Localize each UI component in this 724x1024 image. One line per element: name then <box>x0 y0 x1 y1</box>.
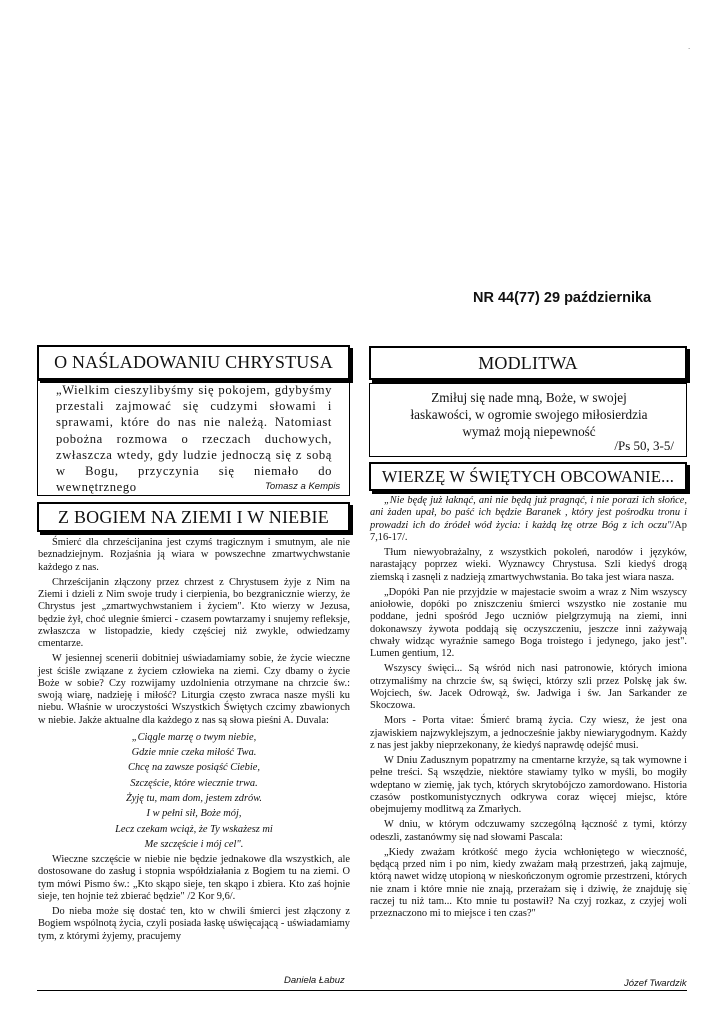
corner-mark: . <box>688 42 691 51</box>
corner-mark: . <box>688 877 691 886</box>
right-paragraph: Mors - Porta vitae: Śmierć bramą życia. Czy wiesz, że jest ona zjawiskiem najzwyklejszym, a jednocześnie jakby niewiarygodnym. Każdy z nas jest jakby nieprzekonany, że kiedyś naprawdę odejść musi. <box>370 715 687 751</box>
prayer-title: MODLITWA <box>478 352 578 373</box>
poem-line: I w pełni sił, Boże mój, <box>146 808 242 820</box>
poem-line: Chcę na zawsze posiąść Ciebie, <box>128 762 260 774</box>
right-paragraph: „Kiedy zważam krótkość mego życia wchłoniętego w wieczność, będącą przed nim i po nim, kiedy zważam małą przestrzeń, jaką zajmuje, którą nawet widzę utopioną w nieskończonym ogromie przestrzeni, których nie znam i które mnie nie znają, przerażam się i dziwię, że znajduję się raczej tu niż tam... Kto mnie tu postawił? Na czyj rozkaz, z czyjej woli przeznaczono mi to miejsce i ten czas?" <box>370 846 687 919</box>
prayer-box <box>369 383 687 457</box>
left-article-author: Daniela Łabuz <box>284 975 345 986</box>
kempis-title-box <box>37 345 350 380</box>
poem-line: Szczęście, które wiecznie trwa. <box>130 777 258 789</box>
lead-quote-paragraph <box>370 495 687 544</box>
left-paragraph: W jesiennej scenerii dobitniej uświadamiamy sobie, że życie wieczne jest ściśle związane z życiem człowieka na ziemi. Czy dbamy o życie Boże w sobie? Czy rozwijamy uzdolnienia otrzymane na chrzcie św.: swoją wiarę, nadzieję i miłość? Liturgia często zwraca nasze myśli ku niebu. Właśnie w uroczystości Wszystkich Świętych czcimy zbawionych w niebie. Jakże aktualne dla każdego z nas są słowa pieśni A. Duvala: <box>38 653 350 726</box>
kempis-quote: „Wielkim cieszylibyśmy się pokojem, gdybyśmy przestali zajmować się cudzymi słowami i sprawami, które do nas nie należą. Natomiast pobożna rozmowa o rzeczach duchowych, zwłaszcza wtedy, gdy ludzie jednoczą się z sobą w Bogu, przyczynia się niemało do wewnętrznego <box>56 383 332 495</box>
right-article-title: WIERZĘ W ŚWIĘTYCH OBCOWANIE... <box>381 466 675 486</box>
prayer-text: Zmiłuj się nade mną, Boże, w swojej łaskawości, w ogromie swojego miłosierdzia wymaż moją niepewność <box>410 390 648 439</box>
right-article-body <box>370 495 687 923</box>
left-paragraph: Wieczne szczęście w niebie nie będzie jednakowe dla wszystkich, ale dostosowane do zasług i stopnia współdziałania z Bogiem tu na ziemi. O tym mówi Pismo św.: „Kto skąpo sieje, ten skąpo i zbiera. Kto zaś hojnie sieje, ten hojnie też zbierać będzie" /2 Kor 9,6/. <box>38 854 350 902</box>
right-paragraph: W dniu, w którym odczuwamy szczególną łączność z tymi, którzy odeszli, zastanówmy się nad słowami Pascala: <box>370 819 687 843</box>
left-article-body <box>38 537 350 946</box>
right-paragraph: „Dopóki Pan nie przyjdzie w majestacie swoim a wraz z Nim wszyscy aniołowie, dopóki po zniszczeniu śmierci wszystko nie zostanie mu poddane, jedni spośród Jego uczniów pielgrzymują na ziemi, inni dokonawszy żywota poddają się oczyszczeniu, jeszcze inni zażywają chwały widząc wyraźnie samego Boga troistego i jedynego, jako jest". Lumen gentium, 12. <box>370 586 687 659</box>
poem-line: Lecz czekam wciąż, że Ty wskażesz mi <box>115 823 273 835</box>
lead-quote-reference: /Ap 7,16-17/. <box>370 519 687 543</box>
poem-line: Gdzie mnie czeka miłość Twa. <box>131 747 257 759</box>
poem-line: Żyję tu, mam dom, jestem zdrów. <box>125 792 263 804</box>
right-paragraph: W Dniu Zadusznym popatrzmy na cmentarne krzyże, są tak wymowne i pełne treści. Są wszędzie, niektóre stawiamy tylko w myśli, bo mogiły wdeptano w ziemię, jak tych, których skrytobójczo zamordowano. Historia czasów postkomunistycznych odkrywa coraz więcej miejsc, które obejmujemy modlitwą za Zmarłych. <box>370 755 687 815</box>
left-article-title-box <box>37 502 350 532</box>
bottom-rule <box>37 990 687 991</box>
poem-line: „Ciągle marzę o twym niebie, <box>131 731 257 743</box>
lead-quote: „Nie będę już łaknąć, ani nie będą już pragnąć, i nie porazi ich słońce, ani żaden upał, bo paść ich będzie Baranek , który jest pośrodku tronu i prowadzi ich do źródeł wód życia: i każdą łzę otrze Bóg z ich oczu" <box>370 495 687 531</box>
right-paragraph: Tłum niewyobrażalny, z wszystkich pokoleń, narodów i języków, narastający poprzez wieki. Wyznawcy Chrystusa. Szli kiedyś drogą ziemską i zasnęli z nadzieją zmartwychwstania. Bo taka jest wiara nasza. <box>370 547 687 583</box>
prayer-title-box <box>369 346 687 380</box>
issue-number-date: NR 44(77) 29 października <box>473 290 652 306</box>
duval-poem <box>38 730 350 852</box>
left-paragraph: Śmierć dla chrześcijanina jest czymś tragicznym i smutnym, ale nie beznadziejnym. Rozjaśnia ją wiara w powszechne zmartwychwstanie każdego z nas. <box>38 537 350 573</box>
right-article-title-box <box>369 462 687 491</box>
left-paragraph: Do nieba może się dostać ten, kto w chwili śmierci jest złączony z Bogiem wspólnotą życia, czyli posiada łaskę uświęcającą - uświadamiamy tym, z którymi żyjemy, pracujemy <box>38 906 350 942</box>
prayer-reference: /Ps 50, 3-5/ <box>614 438 674 453</box>
left-paragraph: Chrześcijanin złączony przez chrzest z Chrystusem żyje z Nim na Ziemi i dzieli z Nim swoje trudy i cierpienia, bo bezgranicznie wierzy, że Chrystus jest „zmartwychwstaniem i życiem". Kto wierzy w Jezusa, będzie żył, choć ulegnie śmierci - czasem powtarzamy i snujemy refleksje, zwłaszcza w listopadzie, kiedy częściej niż zwykle, odwiedzamy cmentarze. <box>38 576 350 649</box>
right-paragraph: Wszyscy święci... Są wśród nich nasi patronowie, których imiona otrzymaliśmy na chrzcie św, są święci, którzy szli przez Polskę jak św. Wojciech, św. Jacek Odrowąż, św. Jadwiga i św. Jan Sarkander ze Skoczowa. <box>370 663 687 711</box>
kempis-title: O NAŚLADOWANIU CHRYSTUSA <box>54 352 333 372</box>
right-article-author: Józef Twardzik <box>624 978 687 989</box>
kempis-quote-box <box>37 380 350 496</box>
poem-line: Me szczęście i mój cel". <box>144 838 244 850</box>
kempis-author: Tomasz a Kempis <box>265 481 341 492</box>
left-article-title: Z BOGIEM NA ZIEMI I W NIEBIE <box>58 506 329 527</box>
